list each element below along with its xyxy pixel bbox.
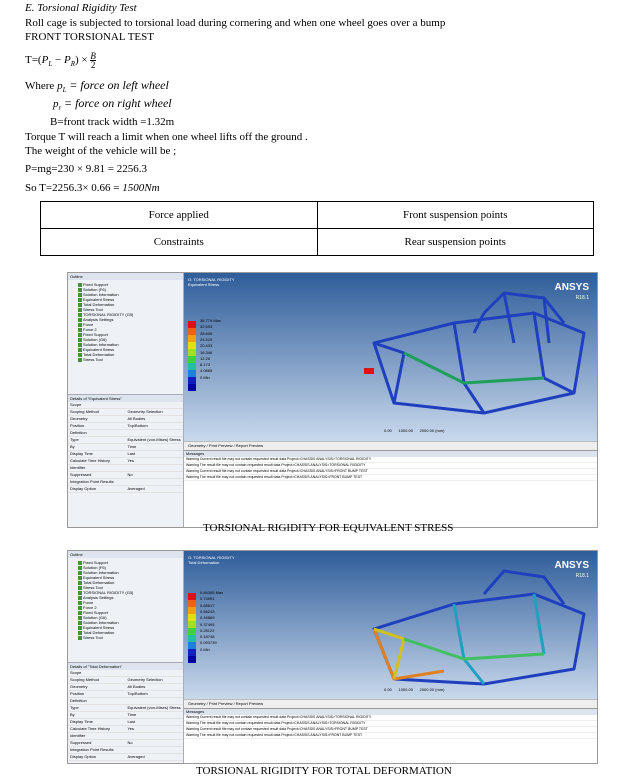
outline-tree [68,558,183,662]
details-row[interactable] [68,705,183,712]
tree-item-label: Total Deformation [83,352,115,357]
ansys-screenshot-deformation [67,550,598,764]
legend-swatch [188,335,196,342]
tree-item-label: Total Deformation [83,302,115,307]
legend-label: 16.346 [200,349,213,355]
details-row[interactable] [68,458,183,465]
message-row[interactable]: Warning Current result file may not contain requested result data Project>CHASSIS ANALYSIS>FRONT BUMP TEST [184,727,597,733]
outline-panel [68,273,184,527]
legend-label: 8.173 [200,362,211,368]
details-cell [126,670,184,676]
legend-label: 0.28122 [200,627,215,633]
torque-formula: $T=(P_L - P_R)$ × $\frac{B}{2}$ [25,51,96,70]
result-type: Total Deformation [188,560,220,565]
graphics-view [184,551,597,699]
details-row[interactable] [68,451,183,458]
legend-label: 0.46869 [200,615,215,621]
view-info [188,555,235,565]
messages-header: Messages [184,709,597,715]
messages-header: Messages [184,451,597,457]
legend-swatch [188,614,196,621]
message-row[interactable]: Warning Current result file may not contain requested result data Project>CHASSIS ANALYSIS>FRONT BUMP TEST [184,469,597,475]
legend-label: 0.37495 [200,621,215,627]
tree-item-label: Force [83,322,94,327]
tree-item[interactable] [78,635,183,640]
details-cell: Position [70,423,85,428]
legend-swatch [188,370,196,377]
view-tabs[interactable]: Geometry / Print Preview / Report Preview [184,441,597,450]
details-row[interactable] [68,712,183,719]
message-row[interactable]: Warning The result file may not contain requested result data Project>CHASSIS ANALYSIS>TORSIONAL RIGIDITY [184,463,597,469]
legend-swatch [188,656,196,663]
legend-label: 4.0865 [200,368,213,374]
view-title: G: TORSIONAL RIGIDITY [188,555,235,560]
legend-swatch [188,328,196,335]
figure-caption: TORSIONAL RIGIDITY FOR TOTAL DEFORMATION [196,765,452,777]
tree-item-label: TORSIONAL RIGIDITY (G5) [83,312,134,317]
details-title: Details of "Total Deformation" [68,662,183,670]
details-cell: All Bodies [127,684,146,689]
details-cell: Geometry Selection [127,409,163,414]
tree-item-label: Solution (G6) [83,615,107,620]
outline-panel [68,551,184,763]
scale-bar: 0.00 1000.00 2000.00 (mm) [384,428,445,433]
legend-swatch [188,321,196,328]
details-cell: Averaged [127,754,145,759]
details-cell: Time [127,712,137,717]
tree-item-label: Fixed Support [83,560,108,565]
p-equation: P=mg=230 × 9.81 = 2256.3 [25,163,147,175]
details-cell: Type [70,705,79,710]
details-cell [126,733,184,739]
details-cell: Scope [70,402,82,407]
legend-swatch [188,363,196,370]
legend-label: 0.093739 [200,640,217,646]
view-tabs[interactable]: Geometry / Print Preview / Report Preview [184,699,597,708]
details-row[interactable] [68,465,183,472]
details-row[interactable] [68,733,183,740]
details-cell: Equivalent (von-Mises) Stress [127,437,181,442]
t-equation: So T=2256.3× 0.66 = 1500Nm [25,182,160,194]
details-cell: Position [70,691,85,696]
ansys-logo: ANSYS R18.1 [554,560,589,579]
legend-swatch [188,384,196,391]
outline-title: Outline [68,551,183,558]
legend-swatch [188,342,196,349]
tree-item-label: Solution Information [83,342,119,347]
details-cell: Display Option [70,486,97,491]
details-cell: Yes [127,458,135,463]
details-cell [126,479,184,485]
legend-label: 32.693 [200,324,213,330]
legend-swatch [188,349,196,356]
track-width: B=front track width =1.32m [50,116,175,128]
legend-swatch [188,607,196,614]
message-row[interactable]: Warning Current result file may not contain requested result data Project>CHASSIS ANALYSIS>TORSIONAL RIGIDITY [184,457,597,463]
details-row[interactable] [68,670,183,677]
tree-item-label: Equivalent Stress [83,297,115,302]
tree-item-label: Fixed Support [83,282,108,287]
intro-text: Roll cage is subjected to torsional load during cornering and when one wheel goes over a bump [25,17,446,29]
legend-swatch [188,628,196,635]
legend-label: 0.65617 [200,602,215,608]
tree-item-label: Solution (F6) [83,565,106,570]
legend-swatch [188,356,196,363]
tree-node-icon [78,358,82,362]
legend-swatch [188,635,196,642]
details-row[interactable] [68,719,183,726]
tree-item-label: Analysis Settings [83,317,114,322]
details-cell: Calculate Time History [70,726,111,731]
message-row[interactable]: Warning The result file may not contain requested result data Project>CHASSIS ANALYSIS>TORSIONAL RIGIDITY [184,721,597,727]
details-cell [126,698,184,704]
details-cell: Integration Point Results [70,479,114,484]
tree-item-label: Total Deformation [83,580,115,585]
details-row[interactable] [68,479,183,486]
details-cell: Calculate Time History [70,458,111,463]
tree-item-label: Analysis Settings [83,595,114,600]
legend-label: 0.74991 [200,596,215,602]
details-row[interactable] [68,691,183,698]
details-row[interactable] [68,486,183,493]
subheading: FRONT TORSIONAL TEST [25,31,154,43]
legend-label: 28.606 [200,330,213,336]
details-row[interactable] [68,740,183,747]
chassis-frame-model [334,283,598,433]
tree-item[interactable] [78,357,183,362]
table-cell: Constraints [41,229,318,256]
tree-item-label: Stress Tool [83,357,103,362]
details-row[interactable] [68,726,183,733]
details-cell: Suppressed [70,740,92,745]
details-cell: Averaged [127,486,145,491]
details-cell: No [127,472,133,477]
tree-item-label: Force 2 [83,605,97,610]
details-cell: Top/Bottom [127,423,148,428]
details-cell: Top/Bottom [127,691,148,696]
details-cell [126,402,184,408]
legend-label: 0.84365 Max [200,590,224,595]
tree-item-label: Stress Tool [83,635,103,640]
tree-item-label: Equivalent Stress [83,347,115,352]
details-cell: Geometry [70,416,88,421]
table-cell: Front suspension points [317,202,594,229]
details-row[interactable] [68,423,183,430]
details-row[interactable] [68,430,183,437]
section-heading: E. Torsional Rigidity Test [25,2,137,14]
details-cell: No [127,740,133,745]
details-row[interactable] [68,402,183,409]
details-cell: Type [70,437,79,442]
tree-node-icon [78,636,82,640]
details-row[interactable] [68,409,183,416]
legend-swatch [188,621,196,628]
tree-item-label: Fixed Support [83,332,108,337]
legend-label: 20.433 [200,343,213,349]
tree-item-label: Equivalent Stress [83,625,115,630]
details-row[interactable] [68,437,183,444]
legend-label: 12.26 [200,355,211,361]
tree-item-label: Equivalent Stress [83,575,115,580]
details-cell: By [70,712,75,717]
limit-text: Torque T will reach a limit when one wheel lifts off the ground . [25,131,308,143]
where-pl: Where $p_L$ = force on left wheel [25,78,169,95]
outline-tree [68,280,183,394]
messages-panel [184,450,597,528]
tree-item-label: Fixed Support [83,610,108,615]
tree-item-label: Solution Information [83,620,119,625]
tree-item-label: Solution (G6) [83,337,107,342]
message-row[interactable]: Warning Current result file may not contain requested result data Project>CHASSIS ANALYSIS>TORSIONAL RIGIDITY [184,715,597,721]
details-cell: Identifier [70,465,86,470]
legend-label: 0.56243 [200,608,215,614]
details-title: Details of "Equivalent Stress" [68,394,183,402]
legend-label: 0.18748 [200,634,215,640]
details-cell [126,430,184,436]
tree-item-label: Solution Information [83,570,119,575]
ansys-screenshot-stress [67,272,598,528]
legend-swatch [188,649,196,656]
details-cell: Time [127,444,137,449]
tree-item-label: Stress Tool [83,307,103,312]
view-title: G: TORSIONAL RIGIDITY [188,277,235,282]
messages-list [184,457,597,481]
details-row[interactable] [68,754,183,761]
tree-item-label: Force [83,600,94,605]
details-cell: Integration Point Results [70,747,114,752]
details-cell: Geometry Selection [127,677,163,682]
details-cell: Suppressed [70,472,92,477]
legend-swatch [188,642,196,649]
messages-list [184,715,597,739]
tree-item-label: Solution Information [83,292,119,297]
tree-item-label: Total Deformation [83,630,115,635]
details-row[interactable] [68,698,183,705]
outline-title: Outline [68,273,183,280]
message-row[interactable]: Warning The result file may not contain requested result data Project>CHASSIS ANALYSIS>FRONT BUMP TEST [184,475,597,481]
details-row[interactable] [68,684,183,691]
legend-label: 0 Min [200,646,210,652]
legend-swatch [188,600,196,607]
legend-swatch [188,593,196,600]
details-cell: Definition [70,698,87,703]
details-cell: Last [127,451,136,456]
details-cell: Display Time [70,451,93,456]
view-info [188,277,235,287]
boundary-table [40,201,594,256]
details-row[interactable] [68,444,183,451]
details-row[interactable] [68,677,183,684]
details-cell: Scoping Method [70,409,99,414]
figure-caption: TORSIONAL RIGIDITY FOR EQUIVALENT STRESS [203,522,454,534]
details-cell: Scope [70,670,82,675]
tree-item-label: TORSIONAL RIGIDITY (G5) [83,590,134,595]
legend-label: 0 Min [200,374,210,380]
table-cell: Rear suspension points [317,229,594,256]
legend-label: 24.519 [200,336,213,342]
table-cell: Force applied [41,202,318,229]
tree-item-label: Solution (F6) [83,287,106,292]
details-row[interactable] [68,416,183,423]
details-cell: Geometry [70,684,88,689]
weight-text: The weight of the vehicle will be ; [25,145,177,157]
tree-item-label: Stress Tool [83,585,103,590]
messages-panel [184,708,597,764]
details-cell [126,465,184,471]
details-cell: Definition [70,430,87,435]
details-cell: All Bodies [127,416,146,421]
message-row[interactable]: Warning The result file may not contain requested result data Project>CHASSIS ANALYSIS>FRONT BUMP TEST [184,733,597,739]
details-cell: Identifier [70,733,86,738]
details-cell: Display Time [70,719,93,724]
details-cell: Last [127,719,136,724]
legend-label: 36.779 Max [200,318,221,323]
details-cell: Display Option [70,754,97,759]
ansys-logo: ANSYS R18.1 [554,282,589,301]
chassis-frame-model [334,559,598,694]
details-cell [126,747,184,753]
details-cell: By [70,444,75,449]
details-row[interactable] [68,472,183,479]
graphics-view [184,273,597,441]
details-cell: Equivalent (von-Mises) Stress [127,705,181,710]
details-cell: Scoping Method [70,677,99,682]
details-cell: Yes [127,726,135,731]
details-row[interactable] [68,747,183,754]
tree-item-label: Force 2 [83,327,97,332]
details-grid [68,670,183,761]
result-type: Equivalent Stress [188,282,220,287]
details-grid [68,402,183,493]
legend-swatch [188,377,196,384]
scale-bar: 0.00 1000.00 2000.00 (mm) [384,687,445,692]
where-pr: $p_r$ = force on right wheel [53,96,172,113]
